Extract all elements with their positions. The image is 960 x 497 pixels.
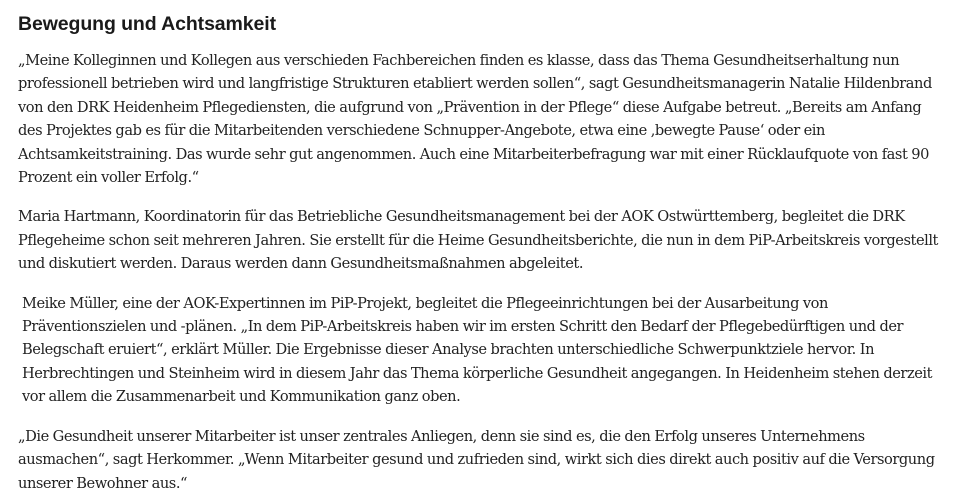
paragraph-herkommer-quote: „Die Gesundheit unserer Mitarbeiter ist unser zentrales Anliegen, denn sie sind es, die den Erfolg unseres Unternehmens ausmachen“, sagt Herkommer. „Wenn Mitarbeiter gesund und zufrieden sind, wirkt sich dies direkt auch positiv auf die Versorgung unserer Bewohner aus.“ <box>18 427 935 492</box>
paragraph-hartmann: Maria Hartmann, Koordinatorin für das Betriebliche Gesundheitsmanagement bei der AOK Ostwürttemberg, begleitet die DRK Pflegeheime schon seit mehreren Jahren. Sie erstellt für die Heime Gesundheitsberichte, die nun in dem PiP-Arbeitskreis vorgestellt und diskutiert werden. Daraus werden dann Gesundheitsmaßnahmen abgeleitet. <box>18 208 938 273</box>
section-heading: Bewegung und Achtsamkeit <box>18 13 276 35</box>
paragraph-mueller: Meike Müller, eine der AOK-Expertinnen im PiP-Projekt, begleitet die Pflegeeinrichtungen bei der Ausarbeitung von Präventionszielen und -plänen. „In dem PiP-Arbeitskreis haben wir im ersten Schritt den Bedarf der Pflegebedürftigen und der Belegschaft eruiert“, erklärt Müller. Die Ergebnisse dieser Analyse brachten unterschiedliche Schwerpunktziele hervor. In Herbrechtingen und Steinheim wird in diesem Jahr das Thema körperliche Gesundheit angegangen. In Heidenheim stehen derzeit vor allem die Zusammenarbeit und Kommunikation ganz oben. <box>22 294 933 406</box>
paragraph-hildenbrand-quote: „Meine Kolleginnen und Kollegen aus verschieden Fachbereichen finden es klasse, dass das Thema Gesundheitserhaltung nun professionell betrieben wird und langfristige Strukturen etabliert werden sollen“, sagt Gesundheitsmanagerin Natalie Hildenbrand von den DRK Heidenheim Pflegediensten, die aufgrund von „Prävention in der Pflege“ diese Aufgabe betreut. „Bereits am Anfang des Projektes gab es für die Mitarbeitenden verschiedene Schnupper-Angebote, etwa eine ‚bewegte Pause‘ oder ein Achtsamkeitstraining. Das wurde sehr gut angenommen. Auch eine Mitarbeiterbefragung war mit einer Rücklaufquote von fast 90 Prozent ein voller Erfolg.“ <box>18 52 932 187</box>
article-section <box>18 0 948 495</box>
